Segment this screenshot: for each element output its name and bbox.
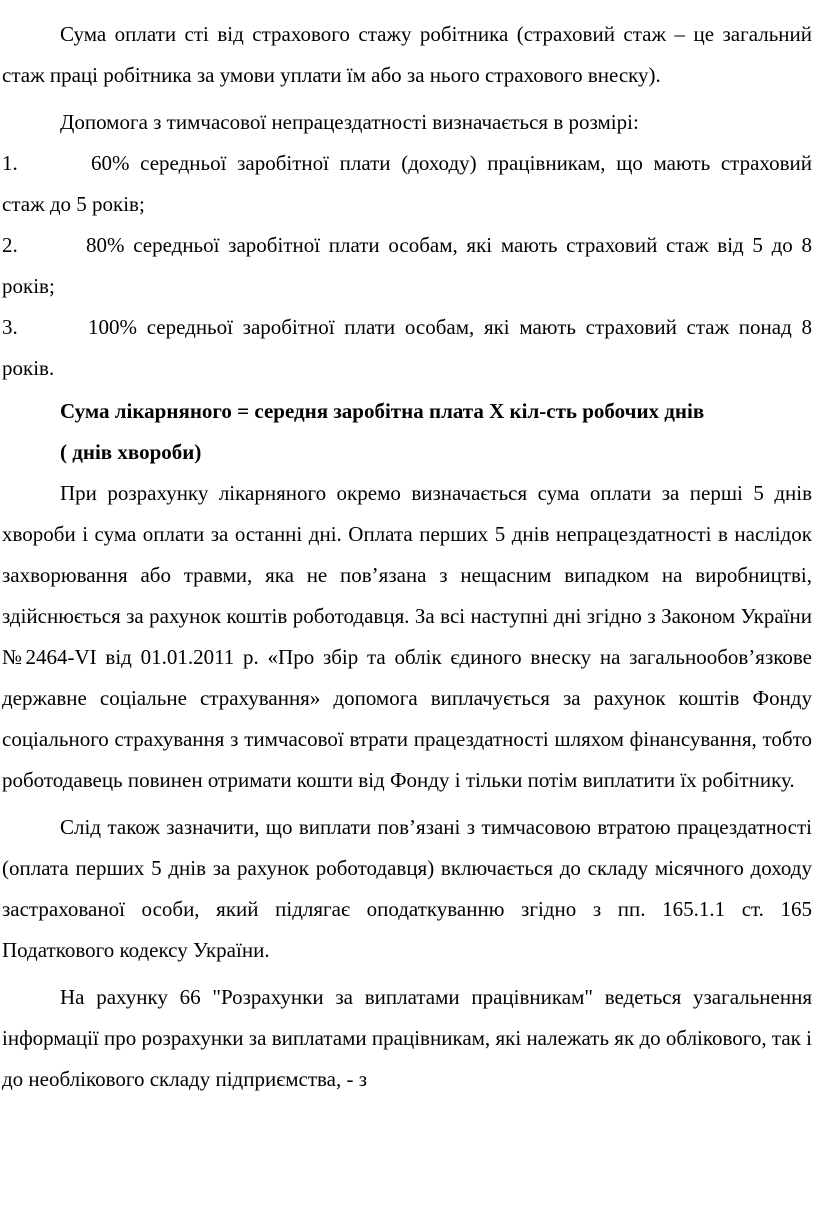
sick-pay-formula — [60, 391, 812, 473]
list-item — [2, 143, 812, 225]
list-item-number: 3. — [2, 315, 18, 339]
formula-line: ( днів хвороби) — [60, 440, 202, 464]
paragraph-sick-pay-calculation: При розрахунку лікарняного окремо визначається сума оплати за перші 5 днів хвороби і сума оплати за останні дні. Оплата перших 5 днів непрацездатності в наслідок захворювання або травми, яка не пов’язана з нещасним випадком на виробництві, здійснюється за рахунок коштів роботодавця. За всі наступні дні згідно з Законом України №2464-VI від 01.01.2011 р. «Про збір та облік єдиного внеску на загальнообов’язкове державне соціальне страхування» допомога виплачується за рахунок коштів Фонду соціального страхування з тимчасової втрати працездатності шляхом фінансування, тобто роботодавець повинен отримати кошти від Фонду і тільки потім виплатити їх робітнику. — [2, 481, 812, 792]
formula-line: Сума лікарняного = середня заробітна плата Х кіл-сть робочих днів — [60, 399, 705, 423]
list-item-text: 60% середньої заробітної плати (доходу) працівникам, що мають страховий стаж до 5 років; — [2, 151, 812, 216]
list-item-number: 1. — [2, 151, 18, 175]
list-item-text: 100% середньої заробітної плати особам, які мають страховий стаж понад 8 років. — [2, 315, 812, 380]
list-item — [2, 307, 812, 389]
paragraph-benefit-intro: Допомога з тимчасової непрацездатності визначається в розмірі: — [60, 110, 639, 134]
list-item-number: 2. — [2, 233, 18, 257]
paragraph-insurance-experience: Сума оплати сті від страхового стажу робітника (страховий стаж – це загальний стаж праці робітника за умови уплати їм або за нього страхового внеску). — [2, 22, 812, 87]
paragraph-account-66: На рахунку 66 "Розрахунки за виплатами працівникам" ведеться узагальнення інформації про розрахунки за виплатами працівникам, які належать як до облікового, так і до необлікового складу підприємства, - з — [2, 985, 812, 1091]
list-item-text: 80% середньої заробітної плати особам, які мають страховий стаж від 5 до 8 років; — [2, 233, 812, 298]
list-item — [2, 225, 812, 307]
paragraph-taxation-note: Слід також зазначити, що виплати пов’язані з тимчасовою втратою працездатності (оплата перших 5 днів за рахунок роботодавця) включається до складу місячного доходу застрахованої особи, який підлягає оподаткуванню згідно з пп. 165.1.1 ст. 165 Податкового кодексу України. — [2, 815, 812, 962]
